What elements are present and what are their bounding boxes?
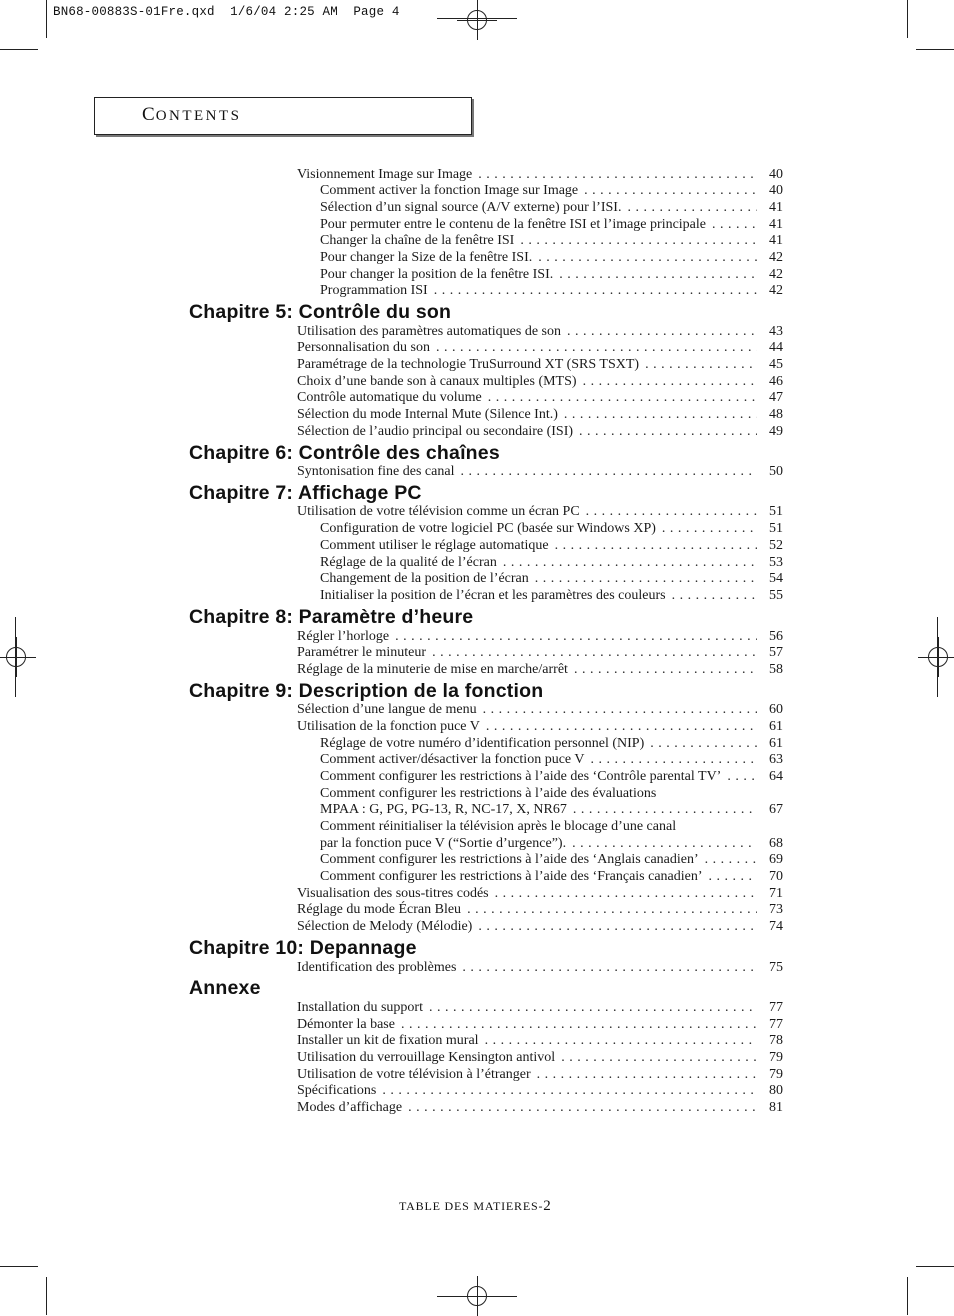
toc-entry[interactable] (320, 282, 783, 299)
dot-leader (561, 1049, 757, 1066)
dot-leader (709, 868, 757, 885)
dot-leader (555, 537, 757, 554)
toc-entry[interactable] (320, 199, 783, 216)
crop-mark (46, 0, 47, 38)
dot-leader (401, 1016, 757, 1033)
toc-entry-title: Changer la chaîne de la fenêtre ISI (320, 233, 515, 248)
toc-entry-title: Changement de la position de l’écran (320, 571, 529, 586)
dot-leader (627, 199, 757, 216)
dot-leader (488, 389, 757, 406)
toc-entry-page-number: 79 (769, 1067, 783, 1082)
toc-entry[interactable] (320, 266, 783, 283)
dot-leader (486, 718, 757, 735)
toc-entry[interactable] (297, 1016, 783, 1033)
toc-entry-title: Comment réinitialiser la télévision après le blocage d’une canal (320, 819, 677, 834)
toc-entry[interactable] (297, 1032, 783, 1049)
toc-entry[interactable] (320, 520, 783, 537)
toc-entry-title: Pour changer la Size de la fenêtre ISI. (320, 250, 533, 265)
dot-leader (467, 901, 757, 918)
toc-entry-title: Identification des problèmes (297, 960, 457, 975)
toc-entry[interactable] (320, 751, 783, 768)
toc-entry-title: Réglage de votre numéro d’identification personnel (NIP) (320, 736, 645, 751)
dot-leader (584, 182, 757, 199)
toc-entry-title: Paramétrage de la technologie TruSurround XT (SRS TSXT) (297, 357, 640, 372)
toc-entry-page-number: 63 (769, 752, 783, 767)
toc-entry-title: par la fonction puce V (“Sortie d’urgence”). (320, 836, 567, 851)
toc-entry[interactable] (297, 999, 783, 1016)
dot-leader (432, 644, 757, 661)
toc-entry[interactable] (320, 232, 783, 249)
toc-entry-title: Programmation ISI (320, 283, 428, 298)
toc-entry-title: Sélection de l’audio principal ou secondaire (ISI) (297, 424, 574, 439)
toc-entry-title: Utilisation des paramètres automatiques de son (297, 324, 561, 339)
toc-entry-title: Visionnement Image sur Image (297, 167, 473, 182)
toc-entry-page-number: 78 (769, 1033, 783, 1048)
dot-leader (583, 373, 757, 390)
dot-leader (395, 628, 757, 645)
toc-entry[interactable] (297, 1049, 783, 1066)
toc-entry-title: Initialiser la position de l’écran et les paramètres des couleurs (320, 588, 666, 603)
toc-entry[interactable] (320, 735, 783, 752)
toc-entry-page-number: 81 (769, 1100, 783, 1115)
chapter-heading: Chapitre 9: Description de la fonction (189, 680, 544, 702)
toc-entry[interactable] (297, 503, 783, 520)
toc-entry-title: Utilisation de votre télévision comme un écran PC (297, 504, 580, 519)
toc-entry-page-number: 53 (769, 555, 783, 570)
toc-entry-page-number: 50 (769, 464, 783, 479)
toc-entry-title: Comment configurer les restrictions à l’aide des ‘Français canadien’ (320, 869, 703, 884)
toc-entry-page-number: 68 (769, 836, 783, 851)
dot-leader (705, 851, 757, 868)
toc-entry[interactable] (320, 768, 783, 785)
toc-entry-page-number: 70 (769, 869, 783, 884)
toc-entry[interactable] (320, 801, 783, 818)
toc-entry-title: Comment utiliser le réglage automatique (320, 538, 549, 553)
toc-entry-page-number: 41 (769, 200, 783, 215)
toc-entry[interactable] (297, 406, 783, 423)
toc-entry-page-number: 47 (769, 390, 783, 405)
toc-entry-page-number: 80 (769, 1083, 783, 1098)
toc-entry-title: Sélection de Melody (Mélodie) (297, 919, 473, 934)
toc-entry-title: Réglage de la qualité de l’écran (320, 555, 497, 570)
crop-mark (916, 1266, 954, 1267)
toc-entry-page-number: 42 (769, 267, 783, 282)
toc-entry-page-number: 71 (769, 886, 783, 901)
toc-entry-title: Comment activer/désactiver la fonction puce V (320, 752, 585, 767)
chapter-heading: Chapitre 8: Paramètre d’heure (189, 606, 474, 628)
registration-mark-icon (0, 637, 36, 677)
toc-entry[interactable] (297, 356, 783, 373)
dot-leader (645, 356, 757, 373)
toc-entry-title: Pour changer la position de la fenêtre ISI. (320, 267, 554, 282)
page-title-rest: ONTENTS (155, 108, 242, 124)
toc-entry-page-number: 60 (769, 702, 783, 717)
toc-entry-page-number: 51 (769, 504, 783, 519)
print-slug: BN68-00883S-01Fre.qxd 1/6/04 2:25 AM Page 4 (53, 5, 400, 19)
toc-entry[interactable] (320, 587, 783, 604)
toc-entry-title: Syntonisation fine des canal (297, 464, 455, 479)
toc-entry-page-number: 52 (769, 538, 783, 553)
toc-entry[interactable] (297, 644, 783, 661)
toc-entry[interactable] (297, 885, 783, 902)
toc-entry[interactable] (297, 718, 783, 735)
toc-entry[interactable] (297, 661, 783, 678)
chapter-heading: Annexe (189, 977, 261, 999)
dot-leader (478, 166, 757, 183)
chapter-heading: Chapitre 5: Contrôle du son (189, 301, 452, 323)
toc-entry-title: Paramétrer le minuteur (297, 645, 427, 660)
dot-leader (436, 339, 757, 356)
dot-leader (535, 570, 757, 587)
toc-entry[interactable] (297, 959, 783, 976)
toc-entry-page-number: 74 (769, 919, 783, 934)
toc-entry-page-number: 56 (769, 629, 783, 644)
toc-entry-title: Comment configurer les restrictions à l’aide des évaluations (320, 786, 657, 801)
toc-entry-title: Comment configurer les restrictions à l’aide des ‘Contrôle parental TV’ (320, 769, 722, 784)
toc-entry-title: Personnalisation du son (297, 340, 430, 355)
dot-leader (483, 701, 757, 718)
dot-leader (572, 835, 757, 852)
page-footer (399, 1198, 551, 1215)
crop-mark (907, 1277, 908, 1315)
toc-entry-title: Sélection d’une langue de menu (297, 702, 477, 717)
toc-entry-page-number: 61 (769, 736, 783, 751)
toc-entry[interactable] (297, 1099, 783, 1116)
chapter-heading: Chapitre 6: Contrôle des chaînes (189, 442, 500, 464)
dot-leader (573, 801, 757, 818)
toc-entry-title: Utilisation de votre télévision à l’étranger (297, 1067, 531, 1082)
dot-leader (537, 1066, 757, 1083)
dot-leader (429, 999, 757, 1016)
dot-leader (462, 959, 757, 976)
toc-entry[interactable] (297, 1082, 783, 1099)
toc-entry-title: Comment configurer les restrictions à l’aide des ‘Anglais canadien’ (320, 852, 699, 867)
dot-leader (579, 423, 757, 440)
toc-entry-page-number: 44 (769, 340, 783, 355)
toc-entry-title: Comment activer la fonction Image sur Image (320, 183, 579, 198)
toc-entry[interactable] (297, 701, 783, 718)
toc-entry[interactable] (320, 868, 783, 885)
toc-entry-page-number: 77 (769, 1017, 783, 1032)
toc-entry-title: Sélection du mode Internal Mute (Silence Int.) (297, 407, 558, 422)
toc-entry-page-number: 67 (769, 802, 783, 817)
registration-mark-icon (457, 0, 497, 40)
dot-leader (727, 768, 757, 785)
toc-entry[interactable] (297, 323, 783, 340)
toc-entry[interactable] (297, 423, 783, 440)
toc-entry-title: Visualisation des sous-titres codés (297, 886, 489, 901)
toc-entry-page-number: 55 (769, 588, 783, 603)
toc-entry-page-number: 77 (769, 1000, 783, 1015)
dot-leader (564, 406, 757, 423)
chapter-heading: Chapitre 10: Depannage (189, 937, 417, 959)
toc-entry-title: Sélection d’un signal source (A/V externe) pour l’ISI. (320, 200, 622, 215)
toc-entry-page-number: 41 (769, 233, 783, 248)
toc-entry-title: Réglage du mode Écran Bleu (297, 902, 462, 917)
toc-entry-title: Utilisation du verrouillage Kensington antivol (297, 1050, 556, 1065)
dot-leader (650, 735, 757, 752)
toc-entry-title: Utilisation de la fonction puce V (297, 719, 480, 734)
toc-entry-title: Installation du support (297, 1000, 423, 1015)
crop-mark (46, 1277, 47, 1315)
toc-entry-page-number: 42 (769, 250, 783, 265)
toc-entry-page-number: 40 (769, 167, 783, 182)
toc-entry[interactable] (297, 166, 783, 183)
dot-leader (672, 587, 757, 604)
toc-entry-page-number: 79 (769, 1050, 783, 1065)
dot-leader (586, 503, 757, 520)
toc-entry-title: MPAA : G, PG, PG-13, R, NC-17, X, NR67 (320, 802, 567, 817)
toc-entry-page-number: 58 (769, 662, 783, 677)
toc-entry-page-number: 42 (769, 283, 783, 298)
toc-entry-page-number: 41 (769, 217, 783, 232)
toc-entry[interactable] (320, 216, 783, 233)
toc-entry[interactable] (297, 628, 783, 645)
toc-entry[interactable] (320, 249, 783, 266)
crop-mark (0, 49, 38, 50)
dot-leader (567, 323, 757, 340)
toc-entry-title: Installer un kit de fixation mural (297, 1033, 479, 1048)
toc-entry[interactable] (320, 182, 783, 199)
toc-entry-title: Pour permuter entre le contenu de la fenêtre ISI et l’image principale (320, 217, 706, 232)
dot-leader (503, 554, 757, 571)
dot-leader (460, 463, 757, 480)
crop-mark (0, 1266, 38, 1267)
toc-entry-title: Contrôle automatique du volume (297, 390, 482, 405)
toc-entry[interactable] (320, 537, 783, 554)
toc-entry-page-number: 45 (769, 357, 783, 372)
dot-leader (478, 918, 757, 935)
toc-entry-page-number: 51 (769, 521, 783, 536)
toc-entry[interactable] (320, 851, 783, 868)
page-title-initial: C (142, 104, 156, 125)
toc-entry-page-number: 75 (769, 960, 783, 975)
toc-entry-page-number: 57 (769, 645, 783, 660)
toc-entry[interactable] (320, 785, 783, 802)
crop-mark (907, 0, 908, 38)
toc-entry-page-number: 43 (769, 324, 783, 339)
registration-mark-icon (918, 637, 954, 677)
dot-leader (662, 520, 757, 537)
registration-mark-icon (457, 1276, 497, 1316)
toc-entry[interactable] (320, 570, 783, 587)
toc-entry-title: Spécifications (297, 1083, 377, 1098)
toc-entry[interactable] (297, 463, 783, 480)
toc-entry-page-number: 54 (769, 571, 783, 586)
dot-leader (485, 1032, 757, 1049)
toc-entry-page-number: 46 (769, 374, 783, 389)
toc-entry-page-number: 73 (769, 902, 783, 917)
chapter-heading: Chapitre 7: Affichage PC (189, 482, 422, 504)
dot-leader (559, 266, 757, 283)
dot-leader (520, 232, 757, 249)
toc-entry-title: Configuration de votre logiciel PC (basée sur Windows XP) (320, 521, 656, 536)
toc-entry[interactable] (297, 1066, 783, 1083)
footer-label: TABLE DES MATIERES- (399, 1199, 544, 1213)
dot-leader (495, 885, 757, 902)
dot-leader (382, 1082, 757, 1099)
dot-leader (712, 216, 757, 233)
dot-leader (538, 249, 757, 266)
toc-entry[interactable] (297, 339, 783, 356)
toc-entry-page-number: 61 (769, 719, 783, 734)
toc-entry[interactable] (297, 901, 783, 918)
footer-page-number: 2 (543, 1198, 551, 1214)
crop-mark (916, 49, 954, 50)
toc-entry[interactable] (320, 818, 783, 835)
toc-entry-title: Démonter la base (297, 1017, 395, 1032)
toc-entry[interactable] (297, 918, 783, 935)
dot-leader (408, 1099, 757, 1116)
toc-entry-title: Réglage de la minuterie de mise en marche/arrêt (297, 662, 568, 677)
toc-entry[interactable] (320, 554, 783, 571)
page-title (142, 104, 242, 126)
toc-entry-title: Choix d’une bande son à canaux multiples (MTS) (297, 374, 577, 389)
toc-entry-page-number: 48 (769, 407, 783, 422)
toc-entry-page-number: 69 (769, 852, 783, 867)
dot-leader (590, 751, 757, 768)
toc-entry-page-number: 49 (769, 424, 783, 439)
toc-entry-title: Modes d’affichage (297, 1100, 403, 1115)
toc-entry-title: Régler l’horloge (297, 629, 390, 644)
toc-entry[interactable] (320, 835, 783, 852)
toc-entry-page-number: 40 (769, 183, 783, 198)
dot-leader (434, 282, 757, 299)
toc-entry[interactable] (297, 389, 783, 406)
toc-entry[interactable] (297, 373, 783, 390)
toc-entry-page-number: 64 (769, 769, 783, 784)
dot-leader (574, 661, 757, 678)
